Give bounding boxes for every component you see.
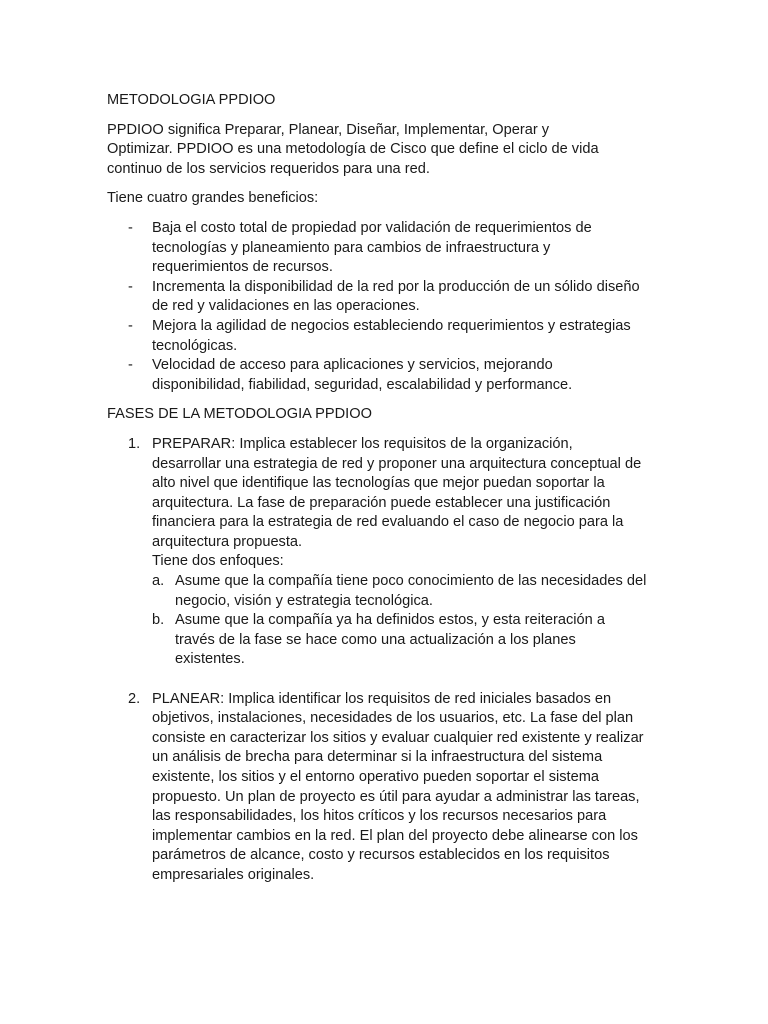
dash-marker: - [128, 278, 133, 295]
phase-line: financiera para la estrategia de red evaluando el caso de negocio para la [152, 514, 624, 531]
list-item [107, 317, 667, 356]
list-item-line: disponibilidad, fiabilidad, seguridad, escalabilidad y performance. [152, 376, 573, 393]
list-item-line: Baja el costo total de propiedad por validación de requerimientos de [152, 219, 592, 236]
approach-line: Asume que la compañía tiene poco conocimiento de las necesidades del [175, 573, 647, 590]
approach-item [152, 611, 667, 670]
phase-line: un análisis de brecha para determinar si la infraestructura del sistema [152, 749, 603, 766]
phase-number: 1. [128, 435, 141, 452]
list-item-line: tecnologías y planeamiento para cambios de infraestructura y [152, 239, 551, 256]
approach-letter: b. [152, 612, 165, 629]
phase-line: Tiene dos enfoques: [152, 553, 284, 570]
list-item [107, 219, 667, 278]
phase-line: arquitectura propuesta. [152, 533, 303, 550]
intro-line: Optimizar. PPDIOO es una metodología de Cisco que define el ciclo de vida [107, 141, 599, 158]
approach-letter: a. [152, 573, 165, 590]
phase-line: existente, los sitios y el entorno operativo pueden soportar el sistema [152, 769, 599, 785]
document-title: METODOLOGIA PPDIOO [107, 92, 276, 108]
approach-line: través de la fase se hace como una actualización a los planes [175, 631, 576, 648]
benefits-intro: Tiene cuatro grandes beneficios: [107, 190, 319, 207]
list-item-line: requerimientos de recursos. [152, 259, 333, 276]
phase-line: PREPARAR: Implica establecer los requisitos de la organización, [152, 435, 573, 452]
dash-marker: - [128, 357, 133, 374]
phase-line: alto nivel que identifique las tecnologías que mejor puedan soportar la [152, 475, 605, 492]
list-item [107, 356, 667, 395]
phase-text [152, 435, 667, 572]
dash-marker: - [128, 219, 133, 236]
list-item-line: Velocidad de acceso para aplicaciones y servicios, mejorando [152, 357, 553, 374]
phase-line: implementar cambios en la red. El plan del proyecto debe alinearse con los [152, 827, 638, 844]
phase-text [152, 690, 667, 886]
phase-line: consiste en caracterizar los sitios y evaluar cualquier red existente y realizar [152, 729, 644, 746]
list-item-line: Incrementa la disponibilidad de la red por la producción de un sólido diseño [152, 278, 640, 295]
dash-marker: - [128, 317, 133, 334]
phase-item-preparar [107, 435, 667, 670]
list-item [107, 278, 667, 317]
approach-line: existentes. [175, 651, 245, 668]
list-item-line: Mejora la agilidad de negocios estableciendo requerimientos y estrategias [152, 317, 631, 334]
phases-list [107, 435, 667, 886]
phase-line: desarrollar una estrategia de red y proponer una arquitectura conceptual de [152, 455, 642, 472]
phases-title: FASES DE LA METODOLOGIA PPDIOO [107, 406, 372, 423]
list-item-line: tecnológicas. [152, 337, 238, 354]
list-item-line: de red y validaciones en las operaciones. [152, 298, 420, 315]
intro-line: continuo de los servicios requeridos para una red. [107, 160, 430, 177]
phase-number: 2. [128, 690, 141, 707]
approach-line: negocio, visión y estrategia tecnológica. [175, 592, 433, 609]
approach-item [152, 572, 667, 611]
phase-line: las responsabilidades, los hitos críticos y los recursos necesarios para [152, 808, 607, 825]
intro-line: PPDIOO significa Preparar, Planear, Diseñar, Implementar, Operar y [107, 121, 550, 138]
benefits-list [107, 219, 667, 395]
phase-line: PLANEAR: Implica identificar los requisitos de red iniciales basados en [152, 690, 612, 707]
phase-line: empresariales originales. [152, 866, 315, 883]
phase-line: propuesto. Un plan de proyecto es útil para ayudar a administrar las tareas, [152, 788, 640, 805]
approach-line: Asume que la compañía ya ha definidos estos, y esta reiteración a [175, 612, 605, 629]
phase-line: parámetros de alcance, costo y recursos establecidos en los requisitos [152, 847, 610, 864]
phase-line: objetivos, instalaciones, necesidades de los usuarios, etc. La fase del plan [152, 710, 634, 727]
document-page [107, 91, 667, 905]
approaches-list [152, 572, 667, 670]
intro-paragraph [107, 121, 667, 180]
phase-item-planear [107, 690, 667, 886]
phase-line: arquitectura. La fase de preparación puede establecer una justificación [152, 494, 611, 511]
